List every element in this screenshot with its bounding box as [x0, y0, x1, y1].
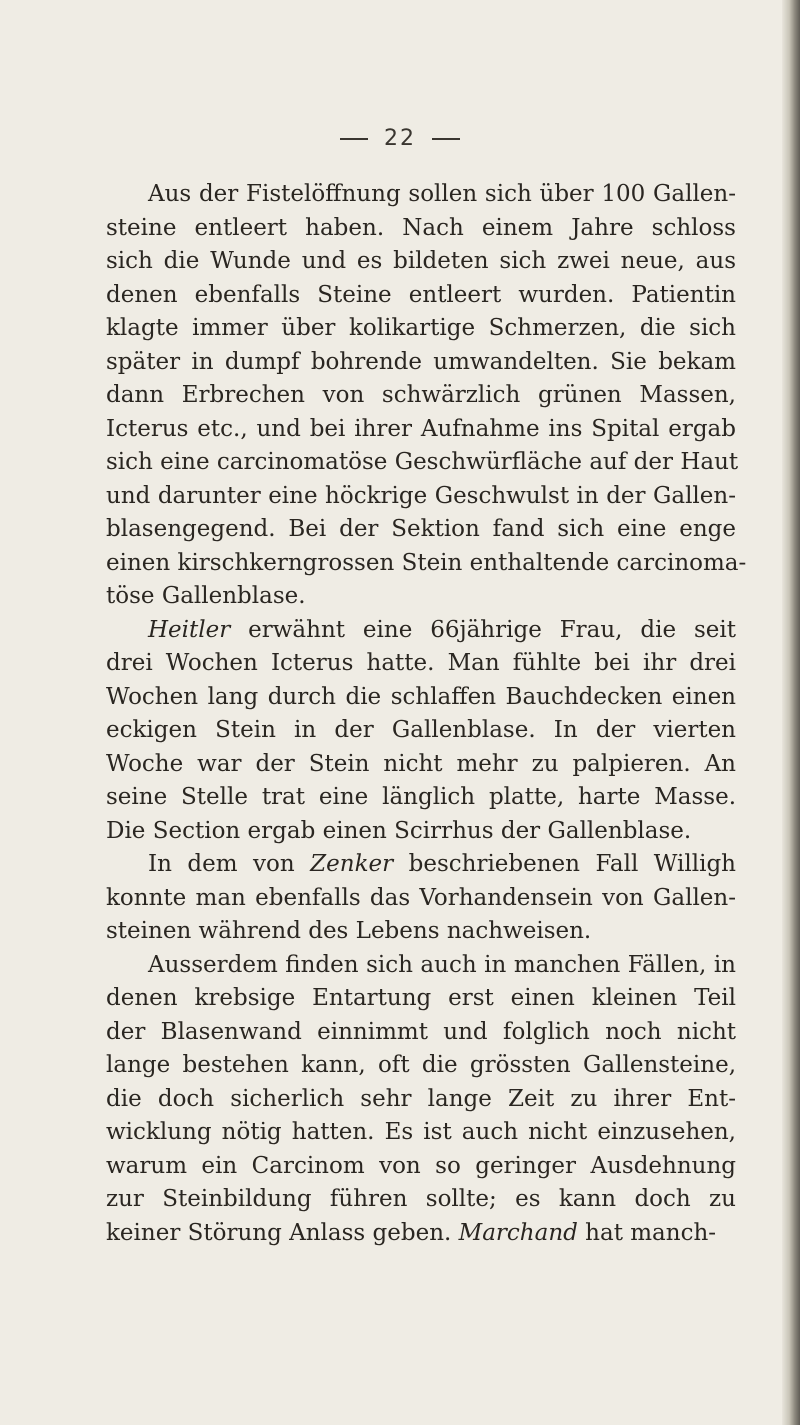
paragraph-1 — [64, 178, 747, 614]
text-line: töse Gallenblase. — [106, 583, 306, 609]
text-line: steinen während des Lebens nachweisen. — [106, 918, 592, 944]
text-line: steine entleert haben. Nach einem Jahre schloss — [106, 214, 736, 241]
header-dash-left — [340, 138, 368, 140]
text-fragment: keiner Störung Anlass geben. — [106, 1219, 459, 1246]
text-line — [64, 614, 736, 648]
text-line: der Blasenwand einnimmt und folglich noch nicht — [106, 1018, 736, 1045]
page-edge-shadow — [782, 0, 800, 1425]
text-line: Wochen lang durch die schlaffen Bauchdecken einen — [106, 683, 736, 710]
text-line: konnte man ebenfalls das Vorhandensein von Gallen- — [106, 884, 736, 911]
text-line: Woche war der Stein nicht mehr zu palpieren. An — [106, 750, 736, 777]
page-number: 22 — [384, 126, 416, 151]
text-line — [64, 1217, 736, 1251]
text-fragment: In dem von — [148, 851, 311, 877]
text-line: denen ebenfalls Steine entleert wurden. Patientin — [106, 281, 736, 308]
body-text — [64, 178, 747, 1250]
text-line: Ausserdem finden sich auch in manchen Fällen, in — [148, 951, 736, 978]
text-line: später in dumpf bohrende umwandelten. Sie bekam — [106, 348, 736, 375]
text-line: Die Section ergab einen Scirrhus der Gallenblase. — [106, 817, 692, 844]
text-line: die doch sicherlich sehr lange Zeit zu ihrer Ent- — [106, 1085, 736, 1112]
paragraph-2 — [64, 614, 736, 849]
text-line: einen kirschkerngrossen Stein enthaltende carcinoma- — [106, 549, 747, 576]
text-line: blasengegend. Bei der Sektion fand sich eine enge — [106, 516, 736, 542]
text-line: klagte immer über kolikartige Schmerzen, die sich — [106, 315, 736, 341]
text-line — [64, 848, 736, 882]
text-line: warum ein Carcinom von so geringer Ausdehnung — [106, 1152, 736, 1179]
text-fragment: erwähnt eine 66jährige Frau, die seit — [230, 616, 736, 643]
text-line: zur Steinbildung führen sollte; es kann doch zu — [106, 1186, 736, 1212]
text-line: denen krebsige Entartung erst einen kleinen Teil — [106, 985, 736, 1011]
text-line: sich eine carcinomatöse Geschwürfläche auf der Haut — [106, 449, 739, 475]
text-line: Icterus etc., und bei ihrer Aufnahme ins Spital ergab — [106, 415, 736, 442]
text-line: dann Erbrechen von schwärzlich grünen Massen, — [106, 382, 736, 408]
author-name: Heitler — [148, 616, 231, 643]
header-dash-right — [432, 138, 460, 140]
text-fragment: beschriebenen Fall Willigh — [393, 851, 736, 877]
text-line: drei Wochen Icterus hatte. Man fühlte bei ihr drei — [106, 650, 736, 676]
paragraph-3 — [64, 848, 736, 949]
text-line: lange bestehen kann, oft die grössten Gallensteine, — [106, 1052, 736, 1078]
text-line: eckigen Stein in der Gallenblase. In der vierten — [106, 717, 736, 743]
text-line: sich die Wunde und es bildeten sich zwei neue, aus — [106, 248, 736, 274]
text-line: wicklung nötig hatten. Es ist auch nicht einzusehen, — [106, 1119, 736, 1145]
author-name: Zenker — [310, 851, 394, 877]
text-line: und darunter eine höckrige Geschwulst in der Gallen- — [106, 482, 736, 509]
page-header — [0, 126, 800, 151]
text-fragment: hat manch- — [577, 1219, 717, 1246]
text-line: Aus der Fistelöffnung sollen sich über 100 Gallen- — [148, 181, 736, 207]
paragraph-4 — [64, 949, 736, 1251]
text-line: seine Stelle trat eine länglich platte, harte Masse. — [106, 784, 736, 810]
author-name: Marchand — [458, 1219, 578, 1246]
